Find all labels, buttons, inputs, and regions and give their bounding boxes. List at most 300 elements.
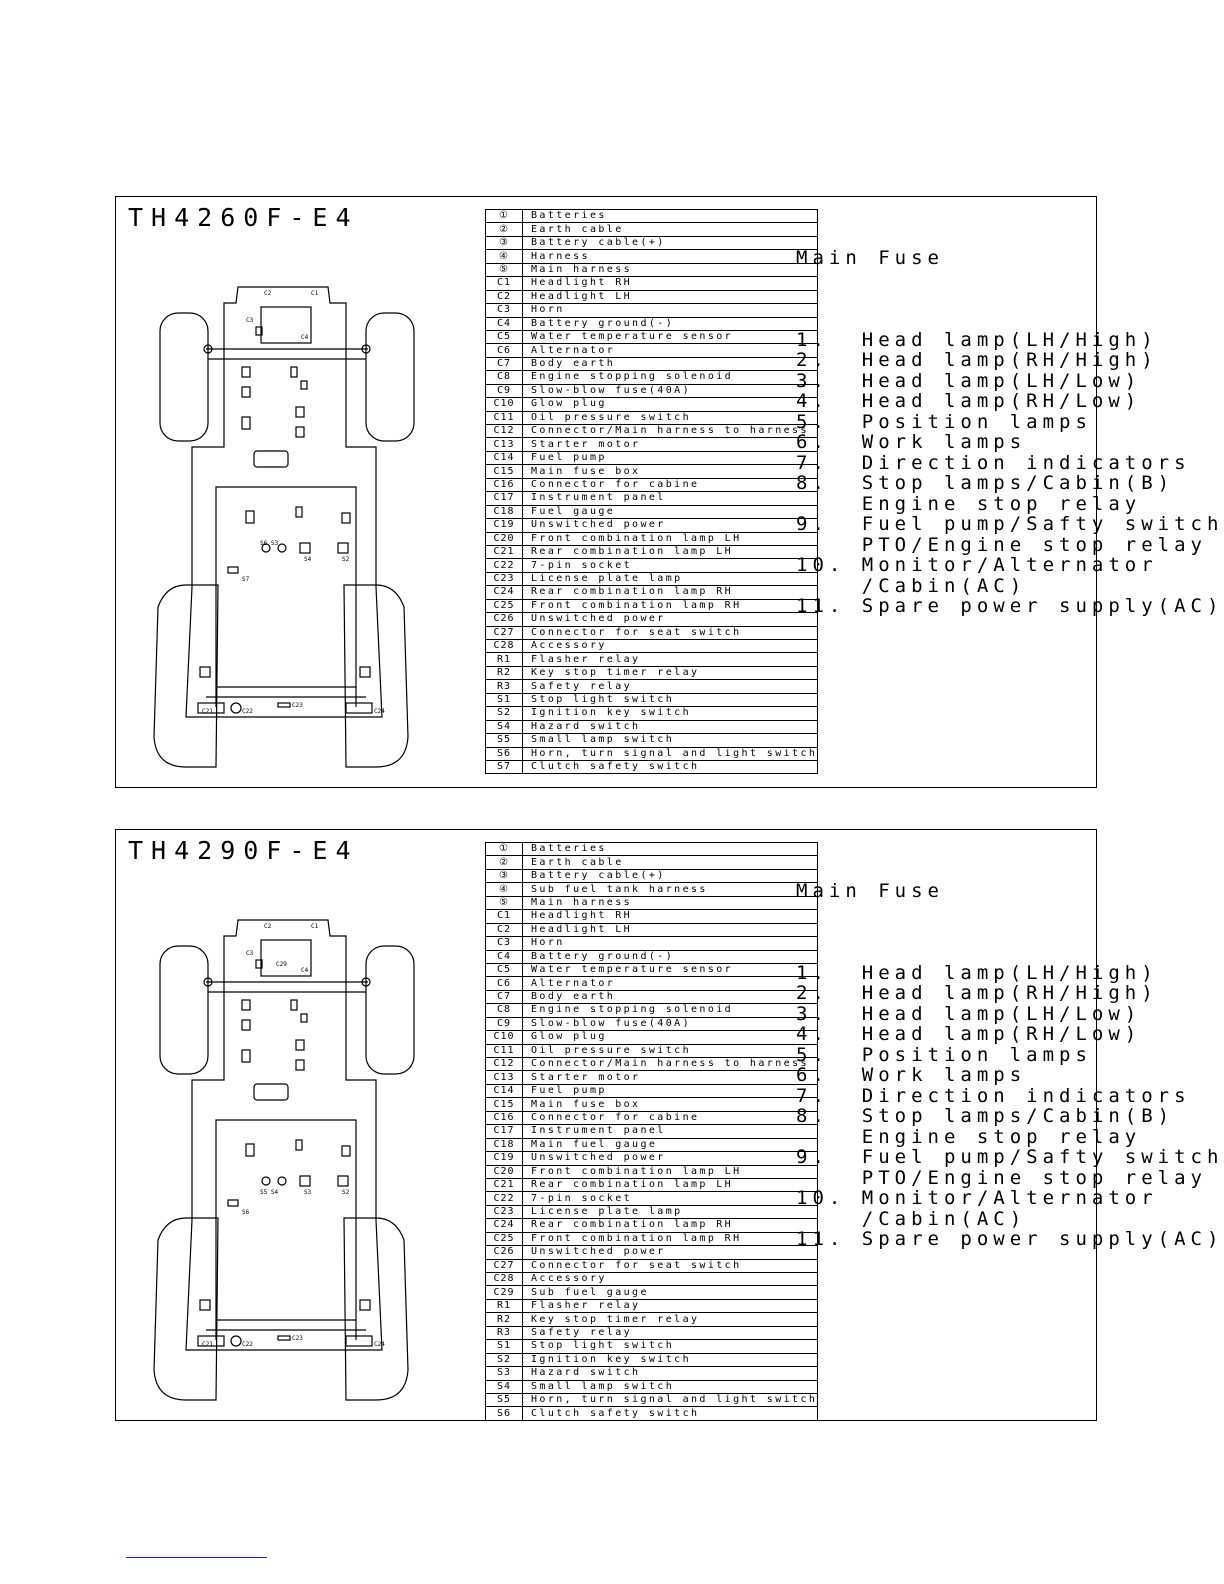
- component-code: C24: [486, 586, 523, 599]
- legend-row: [486, 760, 818, 773]
- legend-row: [486, 1125, 818, 1138]
- svg-text:S7: S7: [242, 576, 250, 583]
- component-code: C8: [486, 1004, 523, 1017]
- component-description: Clutch safety switch: [523, 760, 818, 773]
- main-fuse-item: 1. Head lamp(LH/High): [796, 961, 1158, 984]
- component-description: Unswitched power: [523, 519, 818, 532]
- legend-row: [486, 505, 818, 518]
- component-description: Unswitched power: [523, 1246, 818, 1259]
- component-code: C15: [486, 1098, 523, 1111]
- component-code: C13: [486, 438, 523, 451]
- component-code: C13: [486, 1071, 523, 1084]
- component-code: C6: [486, 977, 523, 990]
- component-code: S5: [486, 1393, 523, 1406]
- legend-row: [486, 250, 818, 263]
- component-code: R1: [486, 1299, 523, 1312]
- component-code: C12: [486, 425, 523, 438]
- component-code: C3: [486, 304, 523, 317]
- tractor-wiring-diagram: [146, 267, 416, 787]
- component-description: Fuel gauge: [523, 505, 818, 518]
- component-code: ③: [486, 869, 523, 882]
- svg-text:C22: C22: [242, 1341, 253, 1348]
- component-code: ②: [486, 223, 523, 236]
- component-description: Key stop timer relay: [523, 1313, 818, 1326]
- legend-row: [486, 1192, 818, 1205]
- component-description: Batteries: [523, 210, 818, 223]
- legend-row: [486, 263, 818, 276]
- main-fuse-items: [796, 963, 1223, 1250]
- main-fuse-item: 4. Head lamp(RH/Low): [796, 390, 1142, 412]
- component-code: C16: [486, 478, 523, 491]
- svg-text:C24: C24: [374, 1341, 385, 1348]
- main-fuse-title: Main Fuse: [796, 880, 944, 902]
- component-description: Rear combination lamp RH: [523, 1219, 818, 1232]
- component-code: C26: [486, 613, 523, 626]
- main-fuse-item: 10. Monitor/Alternator: [796, 1187, 1158, 1209]
- component-description: Battery cable(+): [523, 236, 818, 249]
- svg-text:C1: C1: [311, 290, 319, 297]
- main-fuse-item: 6. Work lamps: [796, 1064, 1027, 1086]
- legend-row: [486, 666, 818, 679]
- legend-row: [486, 304, 818, 317]
- component-code: R3: [486, 1326, 523, 1339]
- component-description: Headlight RH: [523, 910, 818, 923]
- component-code: C26: [486, 1246, 523, 1259]
- main-fuse-item: 3. Head lamp(LH/Low): [796, 1002, 1142, 1025]
- component-code: C11: [486, 1044, 523, 1057]
- component-code: S4: [486, 720, 523, 733]
- model-title: TH4260F-E4: [128, 203, 359, 232]
- component-description: Connector/Main harness to harness: [523, 1058, 818, 1071]
- component-description: Main harness: [523, 263, 818, 276]
- component-code: C1: [486, 910, 523, 923]
- component-description: Connector for cabine: [523, 1111, 818, 1124]
- component-description: Flasher relay: [523, 1299, 818, 1312]
- component-description: Fuel pump: [523, 1084, 818, 1097]
- svg-text:C21: C21: [202, 1341, 213, 1348]
- legend-row: [486, 1393, 818, 1406]
- legend-row: [486, 977, 818, 990]
- component-code: C21: [486, 545, 523, 558]
- component-code: ④: [486, 883, 523, 896]
- legend-row: [486, 1044, 818, 1057]
- footer-link-underline: [126, 1557, 267, 1558]
- legend-row: [486, 1138, 818, 1151]
- main-fuse-item: 11. Spare power supply(AC): [796, 595, 1224, 617]
- component-code: C23: [486, 572, 523, 585]
- main-fuse-item: /Cabin(AC): [796, 1207, 1027, 1230]
- main-fuse-item: 5. Position lamps: [796, 410, 1092, 433]
- component-code: C10: [486, 1031, 523, 1044]
- legend-row: [486, 1367, 818, 1380]
- legend-row: [486, 626, 818, 639]
- legend-row: [486, 747, 818, 760]
- svg-text:C3: C3: [246, 950, 254, 957]
- component-code: C7: [486, 357, 523, 370]
- legend-row: [486, 613, 818, 626]
- svg-text:S6 S3: S6 S3: [260, 540, 279, 547]
- component-description: Front combination lamp RH: [523, 1232, 818, 1245]
- component-code: C4: [486, 317, 523, 330]
- component-description: Rear combination lamp RH: [523, 586, 818, 599]
- legend-row: [486, 720, 818, 733]
- component-code: C3: [486, 937, 523, 950]
- tractor-wiring-diagram: [146, 900, 416, 1420]
- component-description: Water temperature sensor: [523, 330, 818, 343]
- component-description: Stop light switch: [523, 1340, 818, 1353]
- component-code: C18: [486, 505, 523, 518]
- component-code: ②: [486, 856, 523, 869]
- legend-row: [486, 1084, 818, 1097]
- svg-text:C3: C3: [246, 317, 254, 324]
- component-code: C5: [486, 330, 523, 343]
- main-fuse-item: 3. Head lamp(LH/Low): [796, 369, 1142, 392]
- component-code: C24: [486, 1219, 523, 1232]
- component-description: 7-pin socket: [523, 1192, 818, 1205]
- legend-row: [486, 277, 818, 290]
- main-fuse-item: 8. Stop lamps/Cabin(B): [796, 1105, 1175, 1127]
- legend-row: [486, 1273, 818, 1286]
- legend-row: [486, 1031, 818, 1044]
- component-description: Body earth: [523, 990, 818, 1003]
- component-description: Fuel pump: [523, 451, 818, 464]
- legend-row: [486, 411, 818, 424]
- component-code: S3: [486, 1367, 523, 1380]
- legend-row: [486, 532, 818, 545]
- component-description: Stop light switch: [523, 693, 818, 706]
- component-code: C19: [486, 519, 523, 532]
- main-fuse-item: 4. Head lamp(RH/Low): [796, 1023, 1142, 1045]
- legend-row: [486, 451, 818, 464]
- main-fuse-title: Main Fuse: [796, 247, 944, 269]
- legend-row: [486, 371, 818, 384]
- legend-row: [486, 707, 818, 720]
- component-code: C14: [486, 1084, 523, 1097]
- svg-text:C29: C29: [276, 961, 287, 968]
- legend-row: [486, 843, 818, 856]
- component-description: Alternator: [523, 977, 818, 990]
- component-description: Unswitched power: [523, 1152, 818, 1165]
- main-fuse-item: Engine stop relay: [796, 492, 1142, 515]
- svg-text:C23: C23: [292, 1335, 303, 1342]
- main-fuse-item: 1. Head lamp(LH/High): [796, 328, 1158, 351]
- component-description: Glow plug: [523, 398, 818, 411]
- component-description: Engine stopping solenoid: [523, 1004, 818, 1017]
- svg-text:S2: S2: [342, 556, 350, 563]
- component-code: C4: [486, 950, 523, 963]
- component-description: Safety relay: [523, 680, 818, 693]
- component-code: C25: [486, 1232, 523, 1245]
- component-description: Front combination lamp LH: [523, 532, 818, 545]
- legend-row: [486, 290, 818, 303]
- legend-row: [486, 465, 818, 478]
- component-description: Ignition key switch: [523, 707, 818, 720]
- component-code: R2: [486, 1313, 523, 1326]
- component-description: Key stop timer relay: [523, 666, 818, 679]
- component-legend-table: [485, 842, 818, 1421]
- legend-row: [486, 438, 818, 451]
- model-panel-th4290f: [115, 829, 1224, 1421]
- component-code: S2: [486, 1353, 523, 1366]
- component-description: Headlight RH: [523, 277, 818, 290]
- svg-text:C2: C2: [264, 290, 272, 297]
- component-code: C10: [486, 398, 523, 411]
- component-description: Ignition key switch: [523, 1353, 818, 1366]
- component-code: S1: [486, 693, 523, 706]
- main-fuse-item: 8. Stop lamps/Cabin(B): [796, 472, 1175, 494]
- component-code: S6: [486, 747, 523, 760]
- legend-row: [486, 357, 818, 370]
- component-code: C17: [486, 1125, 523, 1138]
- component-code: C19: [486, 1152, 523, 1165]
- component-code: C9: [486, 1017, 523, 1030]
- legend-row: [486, 1004, 818, 1017]
- component-description: Batteries: [523, 843, 818, 856]
- component-code: S2: [486, 707, 523, 720]
- main-fuse-item: 2. Head lamp(RH/High): [796, 982, 1158, 1004]
- component-description: Flasher relay: [523, 653, 818, 666]
- component-code: C9: [486, 384, 523, 397]
- component-description: Connector/Main harness to harness: [523, 425, 818, 438]
- component-description: License plate lamp: [523, 572, 818, 585]
- component-description: Connector for seat switch: [523, 1259, 818, 1272]
- component-code: C27: [486, 1259, 523, 1272]
- component-description: Front combination lamp RH: [523, 599, 818, 612]
- legend-row: [486, 1246, 818, 1259]
- component-code: C6: [486, 344, 523, 357]
- legend-row: [486, 1286, 818, 1299]
- legend-row: [486, 1299, 818, 1312]
- legend-row: [486, 210, 818, 223]
- component-description: Instrument panel: [523, 1125, 818, 1138]
- component-description: Alternator: [523, 344, 818, 357]
- legend-row: [486, 223, 818, 236]
- legend-row: [486, 1353, 818, 1366]
- legend-row: [486, 1111, 818, 1124]
- component-code: C28: [486, 1273, 523, 1286]
- component-code: S5: [486, 734, 523, 747]
- legend-row: [486, 492, 818, 505]
- component-description: Glow plug: [523, 1031, 818, 1044]
- component-description: Main harness: [523, 896, 818, 909]
- legend-row: [486, 653, 818, 666]
- legend-row: [486, 559, 818, 572]
- svg-text:C4: C4: [301, 967, 309, 974]
- component-code: C28: [486, 640, 523, 653]
- component-code: C2: [486, 923, 523, 936]
- main-fuse-item: PTO/Engine stop relay: [796, 533, 1207, 556]
- component-description: 7-pin socket: [523, 559, 818, 572]
- component-description: Small lamp switch: [523, 734, 818, 747]
- component-description: Horn, turn signal and light switch: [523, 1393, 818, 1406]
- legend-row: [486, 344, 818, 357]
- svg-text:S4: S4: [304, 556, 312, 563]
- main-fuse-item: 7. Direction indicators: [796, 1084, 1191, 1107]
- legend-row: [486, 519, 818, 532]
- legend-row: [486, 586, 818, 599]
- main-fuse-item: 2. Head lamp(RH/High): [796, 349, 1158, 371]
- legend-row: [486, 950, 818, 963]
- component-code: C23: [486, 1205, 523, 1218]
- component-description: Connector for cabine: [523, 478, 818, 491]
- component-description: Battery ground(-): [523, 317, 818, 330]
- legend-row: [486, 1178, 818, 1191]
- legend-row: [486, 937, 818, 950]
- legend-row: [486, 545, 818, 558]
- component-code: C17: [486, 492, 523, 505]
- legend-row: [486, 425, 818, 438]
- legend-row: [486, 896, 818, 909]
- legend-row: [486, 910, 818, 923]
- component-description: Battery cable(+): [523, 869, 818, 882]
- component-description: Starter motor: [523, 1071, 818, 1084]
- svg-text:C24: C24: [374, 708, 385, 715]
- legend-row: [486, 1219, 818, 1232]
- component-description: Headlight LH: [523, 290, 818, 303]
- legend-row: [486, 330, 818, 343]
- component-code: C1: [486, 277, 523, 290]
- component-description: Front combination lamp LH: [523, 1165, 818, 1178]
- component-code: ①: [486, 843, 523, 856]
- svg-text:S2: S2: [342, 1189, 350, 1196]
- legend-row: [486, 1232, 818, 1245]
- legend-row: [486, 869, 818, 882]
- component-description: Hazard switch: [523, 720, 818, 733]
- component-description: Harness: [523, 250, 818, 263]
- legend-row: [486, 1205, 818, 1218]
- component-code: C22: [486, 1192, 523, 1205]
- component-code: C5: [486, 963, 523, 976]
- component-description: Hazard switch: [523, 1367, 818, 1380]
- component-legend-table: [485, 209, 818, 774]
- svg-text:C1: C1: [311, 923, 319, 930]
- component-code: ⑤: [486, 263, 523, 276]
- legend-row: [486, 1380, 818, 1393]
- component-description: Water temperature sensor: [523, 963, 818, 976]
- main-fuse-list: [796, 207, 1223, 658]
- legend-row: [486, 1326, 818, 1339]
- main-fuse-item: 6. Work lamps: [796, 431, 1027, 453]
- svg-text:S3: S3: [304, 1189, 312, 1196]
- svg-text:S5 S4: S5 S4: [260, 1189, 279, 1196]
- component-description: Main fuse box: [523, 1098, 818, 1111]
- component-code: C8: [486, 371, 523, 384]
- component-code: C20: [486, 1165, 523, 1178]
- component-code: C29: [486, 1286, 523, 1299]
- main-fuse-list: [796, 840, 1223, 1291]
- svg-text:C22: C22: [242, 708, 253, 715]
- component-code: C15: [486, 465, 523, 478]
- component-description: Engine stopping solenoid: [523, 371, 818, 384]
- legend-row: [486, 478, 818, 491]
- legend-row: [486, 734, 818, 747]
- component-description: Horn, turn signal and light switch: [523, 747, 818, 760]
- component-description: Oil pressure switch: [523, 411, 818, 424]
- legend-row: [486, 856, 818, 869]
- main-fuse-items: [796, 330, 1223, 617]
- component-code: C7: [486, 990, 523, 1003]
- component-description: Unswitched power: [523, 613, 818, 626]
- model-title: TH4290F-E4: [128, 836, 359, 865]
- component-code: R1: [486, 653, 523, 666]
- component-code: C22: [486, 559, 523, 572]
- component-description: Oil pressure switch: [523, 1044, 818, 1057]
- legend-row: [486, 572, 818, 585]
- legend-row: [486, 1152, 818, 1165]
- component-description: Horn: [523, 937, 818, 950]
- legend-row: [486, 1058, 818, 1071]
- legend-row: [486, 1340, 818, 1353]
- main-fuse-item: 10. Monitor/Alternator: [796, 554, 1158, 576]
- component-code: C18: [486, 1138, 523, 1151]
- svg-text:S6: S6: [242, 1209, 250, 1216]
- model-panel-th4260f: [115, 196, 1224, 788]
- component-description: Small lamp switch: [523, 1380, 818, 1393]
- component-code: ④: [486, 250, 523, 263]
- legend-row: [486, 963, 818, 976]
- component-description: Main fuel gauge: [523, 1138, 818, 1151]
- legend-row: [486, 599, 818, 612]
- component-description: Accessory: [523, 1273, 818, 1286]
- main-fuse-item: /Cabin(AC): [796, 574, 1027, 597]
- component-description: Headlight LH: [523, 923, 818, 936]
- legend-row: [486, 398, 818, 411]
- legend-row: [486, 923, 818, 936]
- component-code: ⑤: [486, 896, 523, 909]
- svg-text:C4: C4: [301, 334, 309, 341]
- component-description: Safety relay: [523, 1326, 818, 1339]
- legend-row: [486, 883, 818, 896]
- component-code: ③: [486, 236, 523, 249]
- component-description: Accessory: [523, 640, 818, 653]
- legend-row: [486, 317, 818, 330]
- main-fuse-item: PTO/Engine stop relay: [796, 1166, 1207, 1189]
- component-description: Main fuse box: [523, 465, 818, 478]
- component-code: C21: [486, 1178, 523, 1191]
- component-description: Rear combination lamp LH: [523, 545, 818, 558]
- main-fuse-item: 5. Position lamps: [796, 1043, 1092, 1066]
- legend-row: [486, 640, 818, 653]
- component-description: Sub fuel gauge: [523, 1286, 818, 1299]
- component-code: C12: [486, 1058, 523, 1071]
- component-description: Slow-blow fuse(40A): [523, 384, 818, 397]
- main-fuse-item: 7. Direction indicators: [796, 451, 1191, 474]
- component-code: R3: [486, 680, 523, 693]
- component-code: C20: [486, 532, 523, 545]
- component-code: C2: [486, 290, 523, 303]
- svg-text:C2: C2: [264, 923, 272, 930]
- component-description: Clutch safety switch: [523, 1407, 818, 1420]
- legend-row: [486, 236, 818, 249]
- component-code: ①: [486, 210, 523, 223]
- component-code: R2: [486, 666, 523, 679]
- component-description: Sub fuel tank harness: [523, 883, 818, 896]
- legend-row: [486, 1259, 818, 1272]
- legend-row: [486, 990, 818, 1003]
- legend-row: [486, 1313, 818, 1326]
- component-code: C25: [486, 599, 523, 612]
- component-description: Battery ground(-): [523, 950, 818, 963]
- legend-row: [486, 1071, 818, 1084]
- component-description: Connector for seat switch: [523, 626, 818, 639]
- main-fuse-item: 11. Spare power supply(AC): [796, 1228, 1224, 1250]
- component-description: Earth cable: [523, 223, 818, 236]
- component-code: C11: [486, 411, 523, 424]
- component-description: Instrument panel: [523, 492, 818, 505]
- component-description: Horn: [523, 304, 818, 317]
- component-code: S1: [486, 1340, 523, 1353]
- legend-row: [486, 1165, 818, 1178]
